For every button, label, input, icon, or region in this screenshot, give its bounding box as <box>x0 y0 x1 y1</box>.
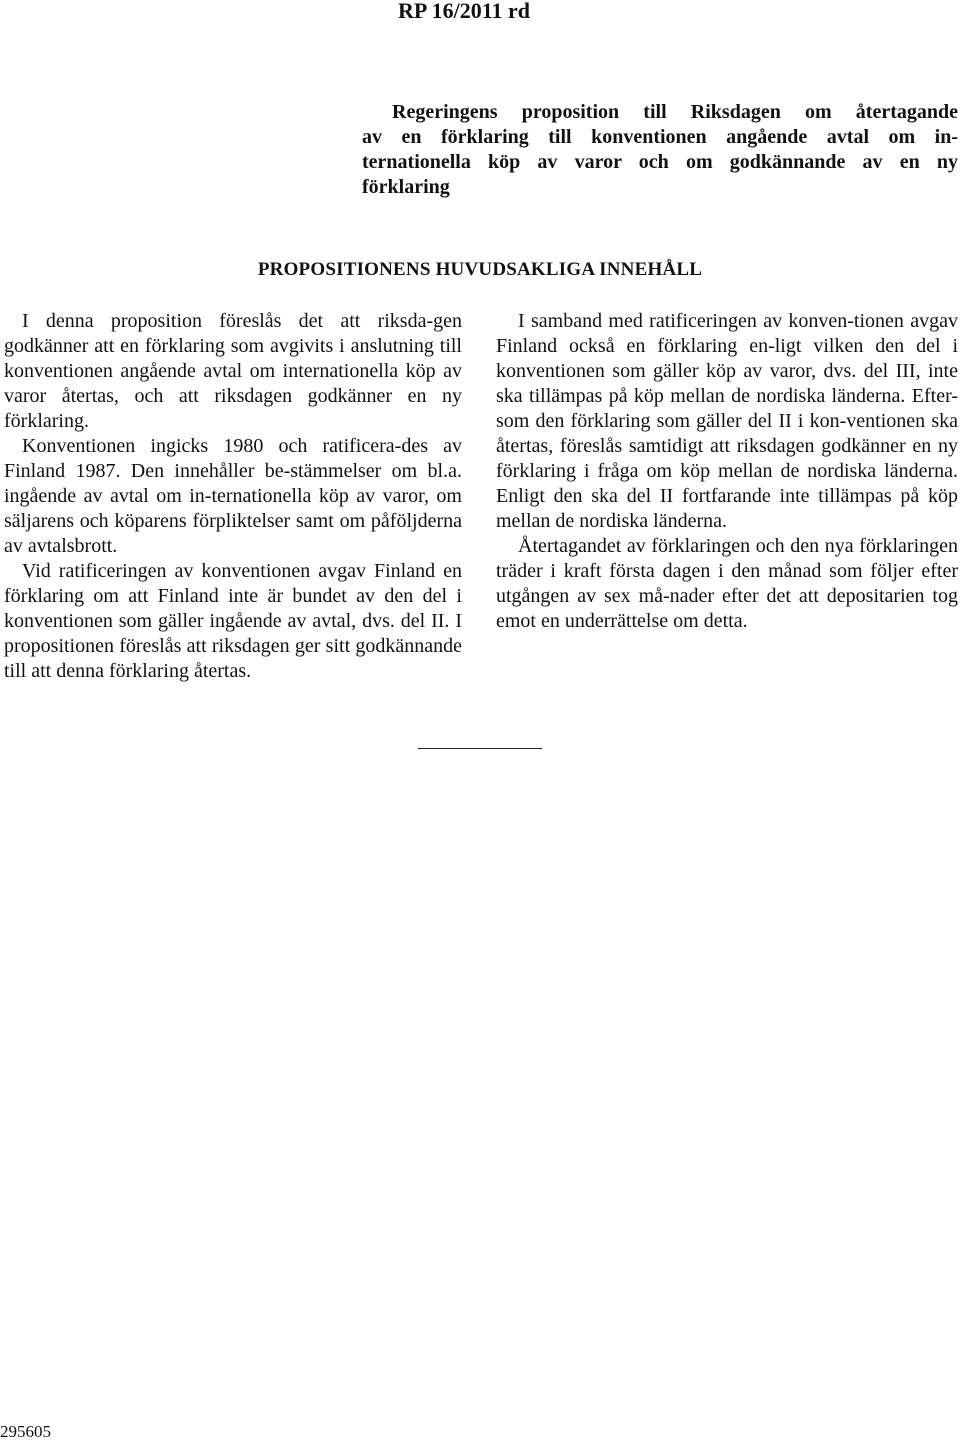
title-line: ternationella köp av varor och om godkännande av en ny <box>362 151 958 173</box>
section-heading: PROPOSITIONENS HUVUDSAKLIGA INNEHÅLL <box>257 259 703 280</box>
body-paragraph: I samband med ratificeringen av konven-tionen avgav Finland också en förklaring en-ligt vilken den del i konventionen som gäller köp av varor, dvs. del III, inte ska tillämpas på köp mellan de nordiska länderna. Efter-som den förklaring som gäller del II i kon-ventionen ska återtas, föreslås samtidigt att riksdagen godkänner en ny förklaring i fråga om köp mellan de nordiska länderna. Enligt den ska del II fortfarande inte tillämpas på köp mellan de nordiska länderna. <box>496 310 958 532</box>
body-paragraph: Konventionen ingicks 1980 och ratificera-des av Finland 1987. Den innehåller be-stämmelser om bl.a. ingående av avtal om in-ternationella köp av varor, om säljarens och köparens förpliktelser samt om påföljderna av avtalsbrott. <box>4 435 462 557</box>
title-line: av en förklaring till konventionen angående avtal om in- <box>362 126 958 148</box>
body-paragraph: Vid ratificeringen av konventionen avgav Finland en förklaring om att Finland inte är bundet av den del i konventionen som gäller ingående av avtal, dvs. del II. I propositionen föreslås att riksdagen ger sitt godkännande till att denna förklaring återtas. <box>4 560 462 682</box>
body-paragraph: Återtagandet av förklaringen och den nya förklaringen träder i kraft första dagen i den månad som följer efter utgången av sex må-nader efter det att depositarien tog emot en underrättelse om detta. <box>496 535 958 632</box>
footer-document-number: 295605 <box>0 1422 51 1441</box>
document-id: RP 16/2011 rd <box>398 0 531 23</box>
right-column <box>496 309 958 634</box>
section-separator-line <box>418 748 542 749</box>
proposition-title <box>362 100 958 200</box>
left-column <box>4 309 462 684</box>
title-line: förklaring <box>362 176 450 198</box>
title-line: Regeringens proposition till Riksdagen om återtagande <box>392 101 958 123</box>
body-paragraph: I denna proposition föreslås det att riksda-gen godkänner att en förklaring som avgivits i anslutning till konventionen angående avtal om internationella köp av varor återtas, och att riksdagen godkänner en ny förklaring. <box>4 310 462 432</box>
